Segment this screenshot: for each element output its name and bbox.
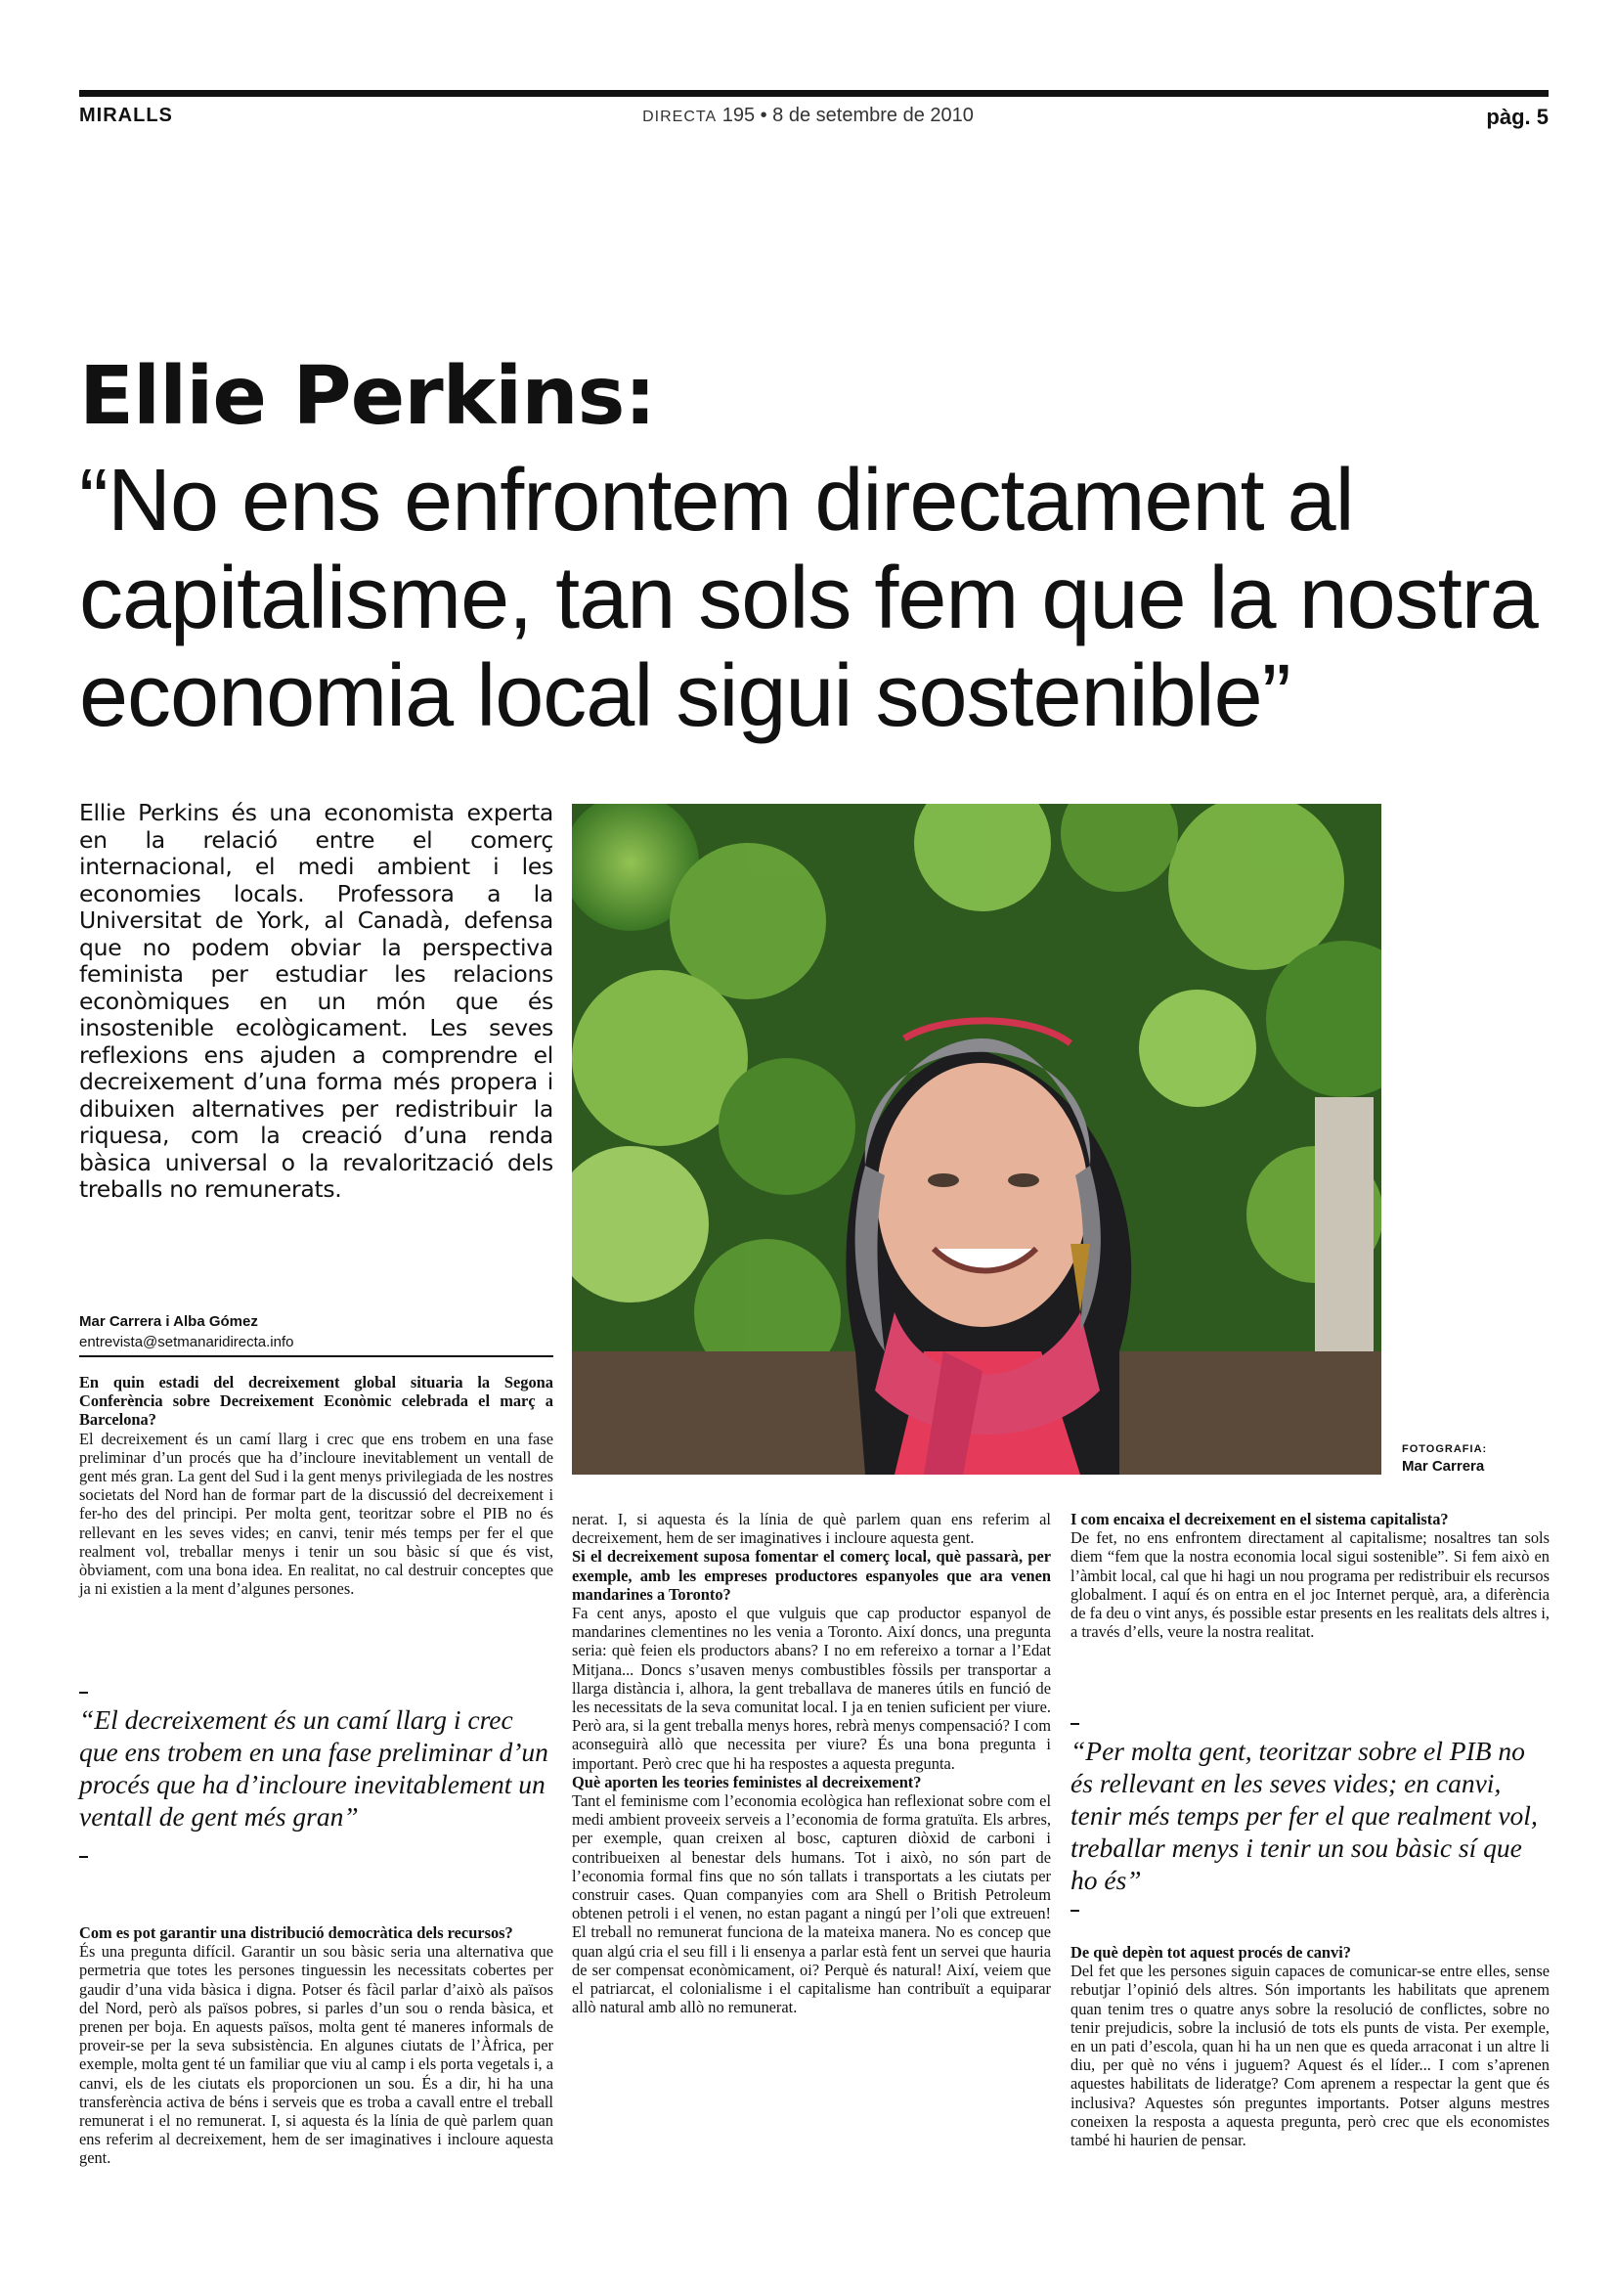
question-3: Si el decreixement suposa fomentar el comerç local, què passarà, per exemple, amb les empreses productores espanyoles que ara venen mandarines a Toronto? <box>572 1547 1051 1604</box>
answer-6: Del fet que les persones siguin capaces de comunicar-se entre elles, sense rebutjar l’opinió dels altres. Són importants les habilitats que aprenem quan tenim tres o quatre anys sobre la resolució de conflictes, sobre no tenir prejudicis, sobre la inclusió de tots els punts de vista. Per exemple, en un pati d’escola, quan hi ha un nen que es queda arraconat i un altre li diu, per què no véns i juguem? Aquest és el líder... I com s’aprenen aquestes habilitats de lideratge? Com aprenem a respectar la gent que és inclusiva? Aquestes són preguntes importants. Potser alguns mestres coneixen la resposta a aquesta pregunta, però crec que els economistes també hi haurien de pensar. <box>1070 1962 1550 2150</box>
answer-1: El decreixement és un camí llarg i crec que ens trobem en una fase preliminar d’un procés que ha d’incloure inevitablement un ventall de gent més gran. La gent del Sud i la gent menys privilegiada de les nostres societats del Nord han de formar part de la discussió del decreixement i fer-ho des del principi. Per molta gent, teoritzar sobre el PIB no és rellevant en les seves vides; en canvi, tenir més temps per fer el que realment vol, treballar menys i tenir un sou bàsic sí que és vist, òbviament, com una bona idea. En realitat, no cal destruir conceptes que ja ni existien a la ment d’algunes persones. <box>79 1429 553 1599</box>
issue-date: 195 • 8 de setembre de 2010 <box>717 105 974 126</box>
page-number: pàg. 5 <box>1486 105 1549 129</box>
pull-quote-1-text: “El decreixement és un camí llarg i crec que ens trobem en una fase preliminar d’un procés que ha d’incloure inevitablement un ventall de gent més gran” <box>79 1704 548 1832</box>
interviewee-name: Ellie Perkins: <box>79 350 656 443</box>
pull-quote-dash-bottom <box>1070 1910 1079 1912</box>
byline-email: entrevista@setmanaridirecta.info <box>79 1334 294 1350</box>
answer-2: És una pregunta difícil. Garantir un sou bàsic seria una alternativa que permetria que totes les persones tinguessin les necessitats cobertes per gaudir d’una vida bàsica i digna. Potser és fàcil parlar d’això als països del Nord, però als països pobres, si parles d’un sou o renda bàsica, et prenen per boja. En aquests països, molta gent té maneres informals de proveir-se per la seva subsistència. En algunes ciutats de l’Àfrica, per exemple, molta gent té un familiar que viu al camp i els porta vegetals i, a canvi, els de les ciutats els proporcionen un sou. És a dir, hi ha una transferència activa de béns i serveis que es troba a cavall entre el treball remunerat i el no remunerat. I, si aquesta és la línia de què parlem quan ens referim al decreixement, hem de ser imaginatives i incloure aquesta gent. <box>79 1942 553 2168</box>
question-4: Què aporten les teories feministes al decreixement? <box>572 1772 922 1791</box>
article-intro: Ellie Perkins és una economista experta en la relació entre el comerç internacional, el medi ambient i les economies locals. Professora a la Universitat de York, al Canadà, defensa que no podem obviar la perspectiva feminista per estudiar les relacions econòmiques en un món que és insostenible ecològicament. Les seves reflexions ens ajuden a comprendre el decreixement d’una forma més propera i dibuixen alternatives per redistribuir la riquesa, com la creació d’una renda bàsica universal o la revalorització dels treballs no remunerats. <box>79 799 553 1203</box>
column-3-top <box>1070 1510 1550 1641</box>
byline-rule <box>79 1355 553 1357</box>
question-2: Com es pot garantir una distribució democràtica dels recursos? <box>79 1923 513 1942</box>
header-rule <box>79 90 1549 97</box>
byline <box>79 1313 553 1350</box>
column-3-bottom <box>1070 1943 1550 2149</box>
photo-credit <box>1402 1443 1487 1475</box>
section-label: MIRALLS <box>79 105 173 126</box>
question-5: I com encaixa el decreixement en el sistema capitalista? <box>1070 1510 1449 1528</box>
column-2 <box>572 1510 1051 2016</box>
answer-4: Tant el feminisme com l’economia ecològica han reflexionat sobre com el medi ambient proveeix serveis a l’economia de forma gratuïta. Els arbres, per exemple, quan creixen al bosc, capturen diòxid de carboni i contribueixen al benestar dels humans. Tot i això, no són part de l’economia formal fins que no són tallats i transportats a les ciutats per construir cases. Quan companyies com ara Shell o British Petroleum obtenen petroli i el venen, no estan pagant a ningú per l’oli que extreuen! El treball no remunerat funciona de la mateixa manera. No es concep que quan algú cria el seu fill i li ensenya a parlar està fent un servei que hauria de ser compensat econòmicament, oi? Perquè és natural! Així, veiem que el patriarcat, el colonialisme i el capitalisme han contribuït a equiparar allò natural amb allò no remunerat. <box>572 1791 1051 2017</box>
pull-quote-dash-top <box>1070 1723 1079 1725</box>
question-1: En quin estadi del decreixement global situaria la Segona Conferència sobre Decreixement Econòmic celebrada el març a Barcelona? <box>79 1373 553 1430</box>
portrait-illustration <box>572 804 1381 1475</box>
answer-3: Fa cent anys, aposto el que vulguis que cap productor espanyol de mandarines clementines no les venia a Toronto. Així doncs, una pregunta seria: què feien els productors abans? I no em refereixo a tornar a l’Edat Mitjana... Doncs s’usaven menys combustibles fòssils per transportar a llarga distància i, alhora, la gent treballava de maneres útils en funció de les necessitats de la seva comunitat local. I ja en tenien suficient per viure. Però ara, si la gent treballa menys hores, rebrà menys compensació? I com aconseguirà allò que necessita per viure? És una bona pregunta i important. Però crec que hi ha respostes a aquesta pregunta. <box>572 1604 1051 1773</box>
photo-credit-label: FOTOGRAFIA: <box>1402 1443 1488 1455</box>
column-1-top <box>79 1373 553 1598</box>
question-6: De què depèn tot aquest procés de canvi? <box>1070 1943 1351 1962</box>
pull-quote-dash-top <box>79 1692 88 1694</box>
answer-5: De fet, no ens enfrontem directament al capitalisme; nosaltres tan sols diem “fem que la nostra economia local sigui sostenible”. Si fem això en l’àmbit local, cal que hi hagi un nou programa per redistribuir els recursos globalment. I aquí és on entra en el joc Internet perquè, ara, a diferència de fa deu o vint anys, és possible estar presents en les realitats dels altres i, a través d’ells, veure la nostra realitat. <box>1070 1528 1550 1642</box>
byline-authors: Mar Carrera i Alba Gómez <box>79 1313 258 1330</box>
pull-quote-2 <box>1070 1723 1550 1912</box>
publication-name: DIRECTA <box>642 109 718 125</box>
pull-quote-2-text: “Per molta gent, teoritzar sobre el PIB no és rellevant en les seves vides; en canvi, tenir més temps per fer el que realment vol, treballar menys i tenir un sou bàsic sí que ho és” <box>1070 1736 1538 1895</box>
photo-credit-name: Mar Carrera <box>1402 1458 1485 1475</box>
issue-info <box>0 105 1616 127</box>
column-1-bottom <box>79 1923 553 2296</box>
pull-quote-dash-bottom <box>79 1856 88 1858</box>
portrait-photo <box>572 804 1381 1475</box>
headline-quote: “No ens enfrontem directament al capitalisme, tan sols fem que la nostra economia local sigui sostenible” <box>79 452 1538 745</box>
answer-2-continued: nerat. I, si aquesta és la línia de què parlem quan ens referim al decreixement, hem de ser imaginatives i incloure aquesta gent. <box>572 1510 1051 1548</box>
pull-quote-1 <box>79 1692 558 1858</box>
